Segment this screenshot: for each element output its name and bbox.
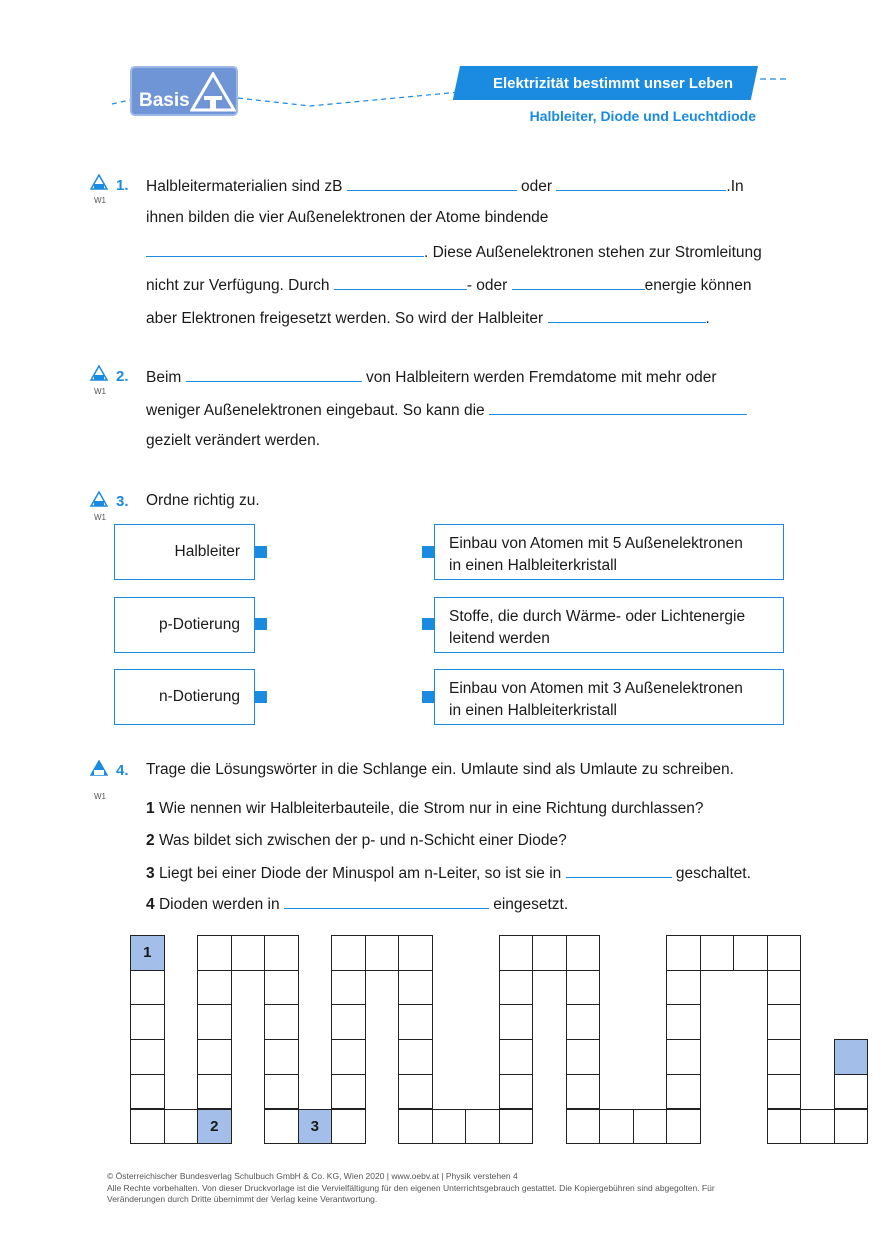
text: von Halbleitern werden Fremdatome mit mehr oder [365,369,717,386]
level-tag: W1 [94,513,106,522]
snake-cell[interactable]: 3 [298,1109,333,1145]
snake-cell[interactable] [566,970,601,1006]
task1-line2 [146,209,548,227]
snake-cell[interactable] [331,1039,366,1075]
snake-cell[interactable] [331,935,366,971]
task-level-icon [90,491,108,507]
match-connector-dot[interactable] [255,618,267,630]
snake-cell[interactable] [834,1109,869,1145]
text: Halbleitermaterialien sind zB [146,178,343,195]
snake-cell[interactable] [834,1039,869,1075]
match-connector-dot[interactable] [422,691,434,703]
task-number: 2. [116,368,129,385]
basis-label: Basis [139,90,190,111]
match-left-box[interactable] [114,597,255,653]
snake-cell[interactable] [834,1074,869,1110]
task3-prompt: Ordne richtig zu. [146,492,260,509]
snake-cell[interactable] [666,1039,701,1075]
snake-cell[interactable] [666,1074,701,1110]
answer-blank[interactable] [566,863,672,878]
snake-cell[interactable] [231,935,266,971]
snake-cell[interactable] [767,935,802,971]
snake-cell[interactable] [666,970,701,1006]
match-right-text [449,606,745,650]
level-tag: W1 [94,792,106,801]
snake-cell[interactable] [264,935,299,971]
task-level-icon [90,760,108,776]
basis-triangle-icon [190,72,236,112]
text: gezielt verändert werden. [146,432,321,449]
footer-line: © Österreichischer Bundesverlag Schulbuch GmbH & Co. KG, Wien 2020 | www.oebv.at | Physik verstehen 4 [107,1171,518,1181]
page-subtitle: Halbleiter, Diode und Leuchtdiode [529,108,756,124]
snake-cell[interactable] [264,1074,299,1110]
match-left-label: Halbleiter [174,543,240,560]
snake-cell[interactable] [767,1074,802,1110]
match-right-text [449,533,743,577]
snake-cell[interactable] [197,1074,232,1110]
snake-cell[interactable] [767,1004,802,1040]
clue-number: 4 [146,896,155,913]
snake-cell[interactable] [197,935,232,971]
clue-text: Was bildet sich zwischen der p- und n-Schicht einer Diode? [158,832,567,849]
task2-line2 [146,400,747,420]
snake-cell[interactable] [264,1004,299,1040]
clue-number: 2 [146,832,155,849]
text: leitend werden [449,630,550,647]
match-left-box[interactable] [114,669,255,725]
snake-cell[interactable] [499,1039,534,1075]
footer [107,1171,787,1206]
snake-cell[interactable] [432,1109,467,1145]
match-left-label: n-Dotierung [159,688,240,705]
clue-1 [146,800,703,818]
text: Beim [146,369,182,386]
snake-cell[interactable] [633,1109,668,1145]
answer-blank[interactable] [186,367,362,382]
text: oder [521,178,553,195]
snake-cell[interactable] [398,1039,433,1075]
snake-cell[interactable] [499,1004,534,1040]
snake-cell[interactable] [666,1109,701,1145]
clue-text: Dioden werden in [158,896,280,913]
match-right-box[interactable] [434,597,784,653]
snake-cell[interactable] [532,935,567,971]
snake-cell[interactable] [398,1004,433,1040]
snake-cell[interactable] [398,1074,433,1110]
answer-blank[interactable] [512,275,645,290]
clue-4 [146,894,568,914]
snake-cell[interactable] [767,1109,802,1145]
footer-line: Veränderungen durch Dritte übernimmt der Verlag keine Verantwortung. [107,1194,378,1204]
match-left-box[interactable] [114,524,255,580]
snake-cell[interactable] [130,1074,165,1110]
snake-cell[interactable] [398,1109,433,1145]
text: .In [726,178,744,195]
text: weniger Außenelektronen eingebaut. So kann die [146,402,485,419]
task2-line1 [146,367,717,387]
basis-badge [130,66,238,116]
clue-text: Wie nennen wir Halbleiterbauteile, die Strom nur in eine Richtung durchlassen? [158,800,704,817]
task4-prompt: Trage die Lösungswörter in die Schlange ein. Umlaute sind als Umlaute zu schreiben. [146,761,734,778]
match-connector-dot[interactable] [255,691,267,703]
clue-3 [146,863,751,883]
match-right-text [449,678,743,722]
snake-cell[interactable] [499,935,534,971]
snake-cell[interactable] [566,1004,601,1040]
text: ihnen bilden die vier Außenelektronen der Atome bindende [146,209,549,226]
snake-cell[interactable] [365,935,400,971]
task1-line1 [146,176,744,196]
answer-blank[interactable] [334,275,467,290]
snake-cell[interactable] [197,1004,232,1040]
snake-cell[interactable] [264,1039,299,1075]
clue-text: eingesetzt. [493,896,569,913]
answer-blank[interactable] [556,176,726,191]
task-number: 1. [116,177,129,194]
match-connector-dot[interactable] [422,546,434,558]
text: Einbau von Atomen mit 3 Außenelektronen [449,680,743,697]
text: aber Elektronen freigesetzt werden. So wird der Halbleiter [146,310,544,327]
match-right-box[interactable] [434,524,784,580]
snake-cell[interactable] [666,935,701,971]
snake-cell[interactable] [499,1109,534,1145]
snake-cell[interactable] [398,970,433,1006]
task1-line5 [146,308,710,328]
answer-blank[interactable] [548,308,706,323]
match-connector-dot[interactable] [255,546,267,558]
clue-number: 1 [146,800,155,817]
task1-line3 [146,242,762,262]
clue-number: 3 [146,865,155,882]
snake-cell[interactable] [566,1109,601,1145]
snake-cell[interactable] [197,1039,232,1075]
page-title: Elektrizität bestimmt unser Leben [492,75,734,92]
match-right-box[interactable] [434,669,784,725]
task-number: 4. [116,762,129,779]
text: - oder [466,277,508,294]
task-level-icon [90,365,108,381]
task-number: 3. [116,493,129,510]
answer-blank[interactable] [146,242,424,257]
task1-line4 [146,275,752,295]
snake-cell[interactable] [130,1004,165,1040]
footer-line: Alle Rechte vorbehalten. Von dieser Druckvorlage ist die Vervielfältigung für den eigenen Unterrichtsgebrauch gestattet. Die Kopiergebühren sind abgegolten. Für [107,1182,715,1193]
snake-cell[interactable] [800,1109,835,1145]
match-connector-dot[interactable] [422,618,434,630]
clue-2 [146,832,567,850]
answer-blank[interactable] [284,894,489,909]
text: energie können [644,277,752,294]
snake-cell[interactable] [331,1004,366,1040]
text: . [705,310,710,327]
snake-cell[interactable] [566,1039,601,1075]
answer-blank[interactable] [489,400,747,415]
snake-cell[interactable] [499,1074,534,1110]
clue-text: geschaltet. [675,865,751,882]
snake-cell[interactable] [700,935,735,971]
task2-line3 [146,432,320,450]
snake-cell[interactable] [264,970,299,1006]
level-tag: W1 [94,196,106,205]
text: Stoffe, die durch Wärme- oder Lichtenergie [449,608,746,625]
snake-cell[interactable] [130,1109,165,1145]
snake-cell[interactable] [566,935,601,971]
snake-cell[interactable] [767,1039,802,1075]
snake-cell[interactable]: 2 [197,1109,232,1145]
snake-cell[interactable] [666,1004,701,1040]
snake-cell[interactable]: 1 [130,935,165,971]
snake-cell[interactable] [398,935,433,971]
snake-cell[interactable] [566,1074,601,1110]
answer-blank[interactable] [347,176,517,191]
snake-cell[interactable] [331,1074,366,1110]
snake-cell[interactable] [331,970,366,1006]
text: in einen Halbleiterkristall [449,702,617,719]
snake-cell[interactable] [331,1109,366,1145]
snake-cell[interactable] [130,1039,165,1075]
text: . Diese Außenelektronen stehen zur Stromleitung [424,244,762,261]
level-tag: W1 [94,387,106,396]
snake-cell[interactable] [264,1109,299,1145]
snake-cell[interactable] [767,970,802,1006]
task-level-icon [90,174,108,190]
clue-text: Liegt bei einer Diode der Minuspol am n-Leiter, so ist sie in [158,865,562,882]
text: nicht zur Verfügung. Durch [146,277,330,294]
snake-cell[interactable] [499,970,534,1006]
text: Einbau von Atomen mit 5 Außenelektronen [449,535,743,552]
snake-cell[interactable] [465,1109,500,1145]
text: in einen Halbleiterkristall [449,557,617,574]
snake-cell[interactable] [197,970,232,1006]
snake-cell[interactable] [599,1109,634,1145]
match-left-label: p-Dotierung [159,616,240,633]
snake-cell[interactable] [164,1109,199,1145]
snake-cell[interactable] [130,970,165,1006]
snake-cell[interactable] [733,935,768,971]
